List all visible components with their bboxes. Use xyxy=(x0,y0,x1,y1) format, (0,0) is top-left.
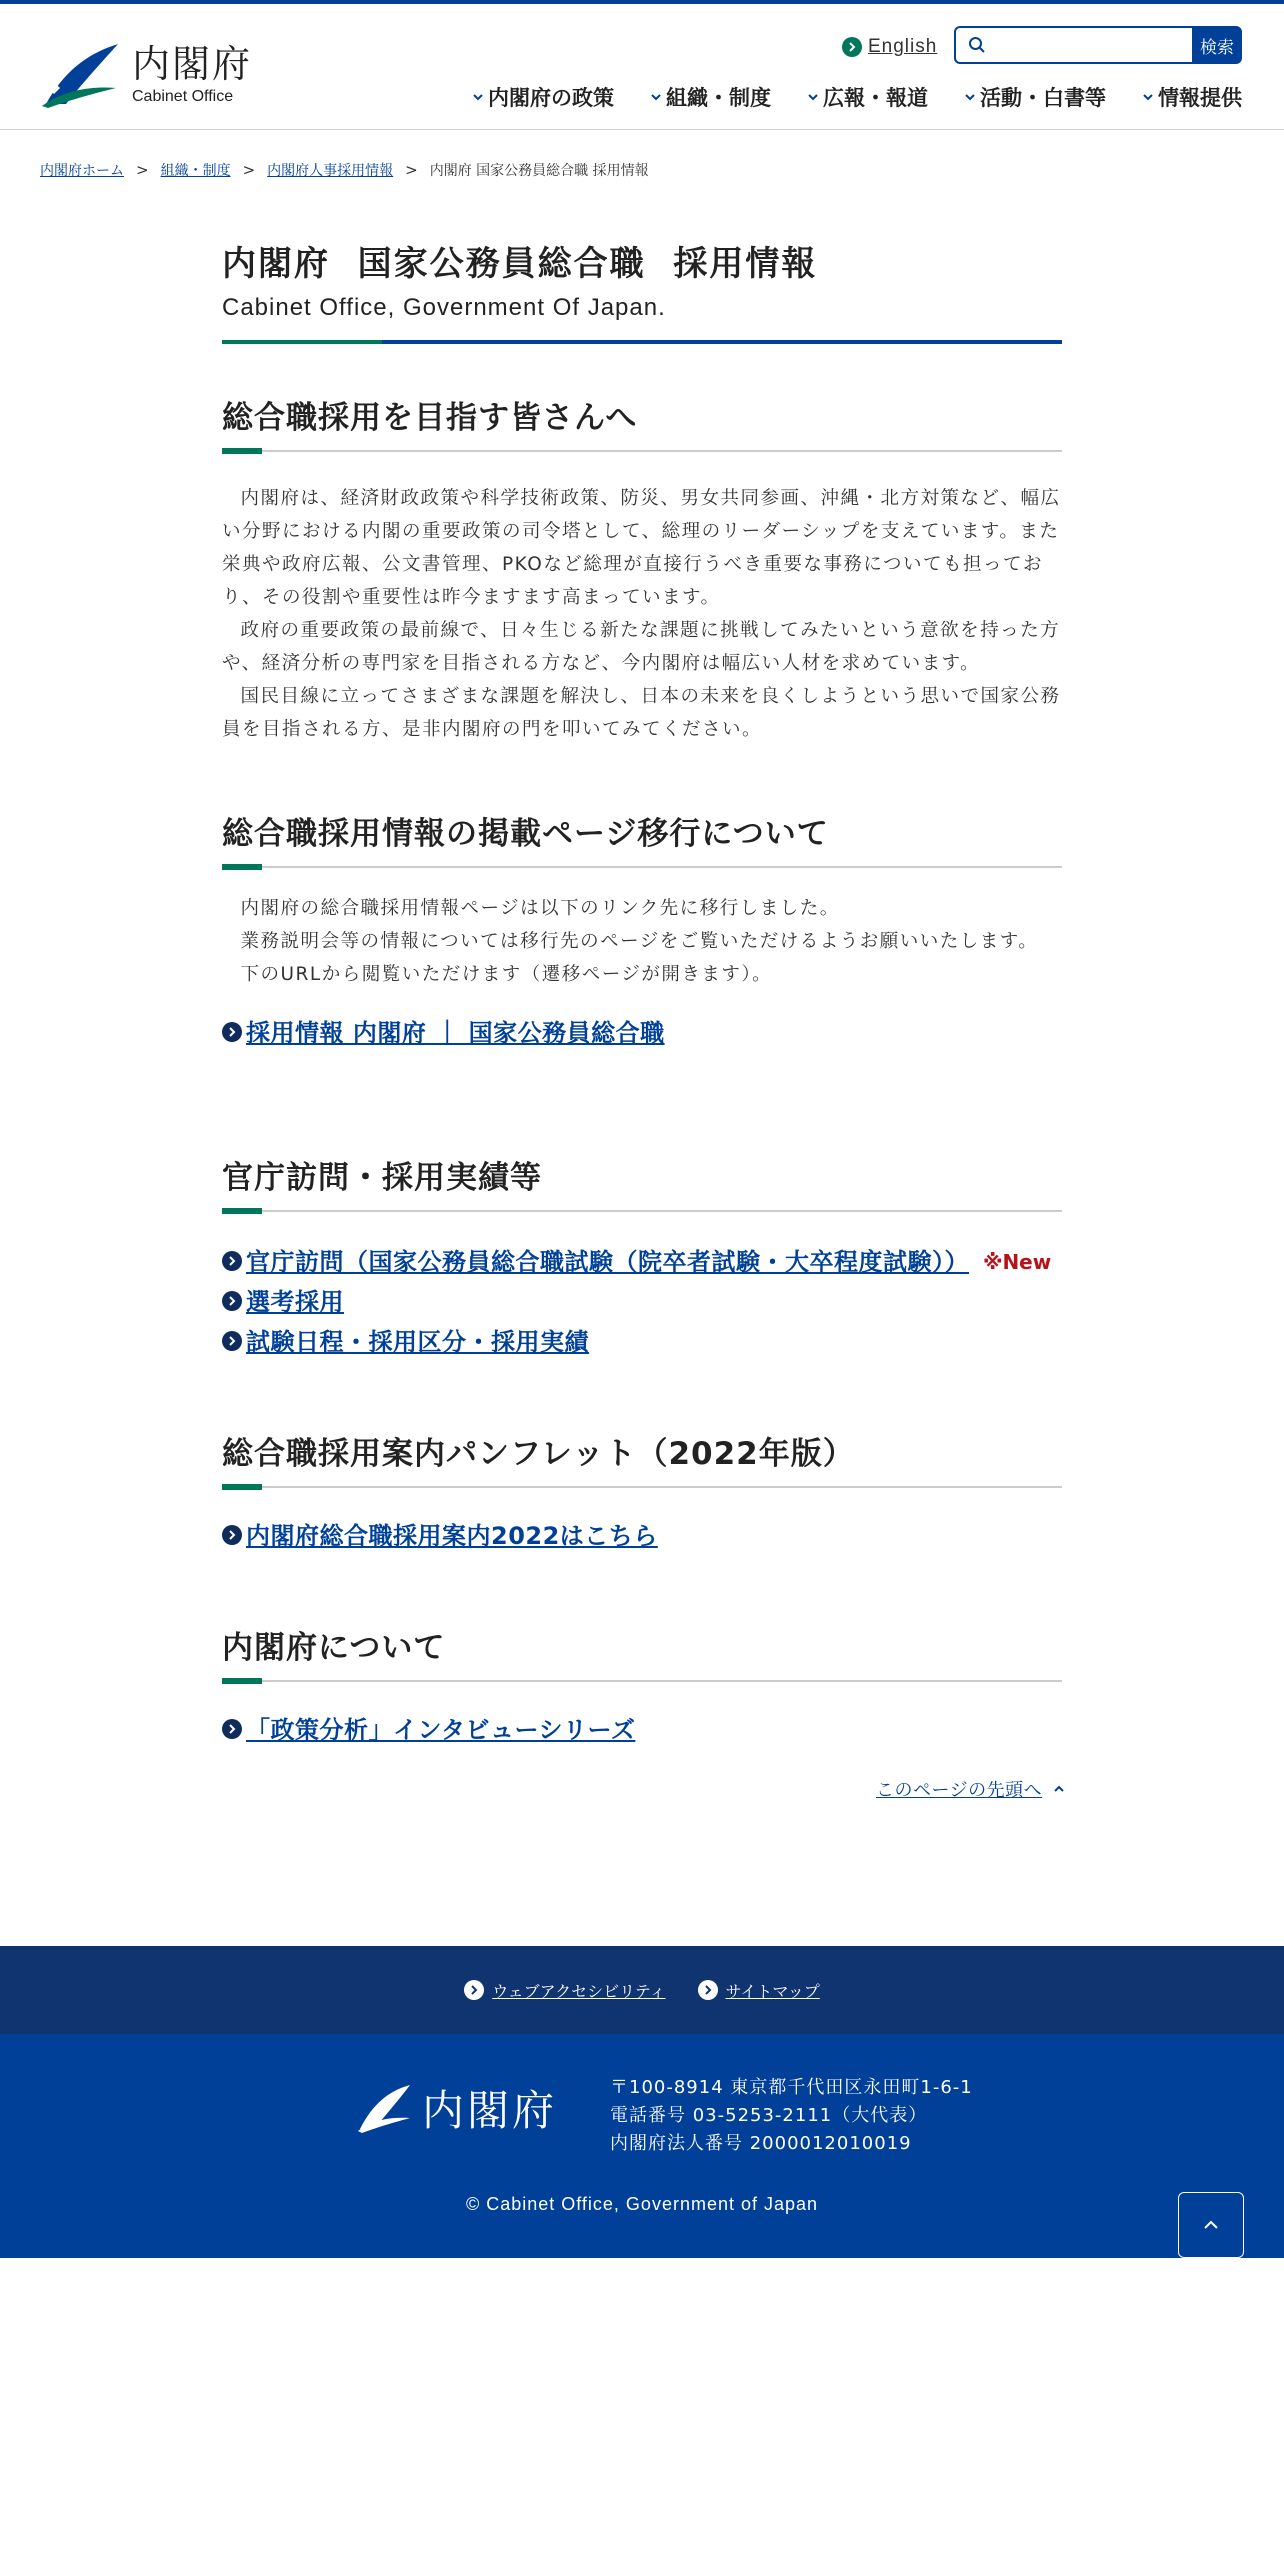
migration-paragraph: 業務説明会等の情報については移行先のページをご覧いただけるようお願いいたします。 xyxy=(240,931,1039,952)
policy-analysis-interview-link[interactable]: 「政策分析」インタビューシリーズ xyxy=(246,1716,636,1744)
breadcrumb-separator: > xyxy=(136,161,149,179)
breadcrumb-link-organization[interactable]: 組織・制度 xyxy=(160,163,231,179)
phone-line: 電話番号 03-5253-2111（大代表） xyxy=(610,2105,928,2126)
list-item xyxy=(222,1322,1062,1362)
chevron-down-icon xyxy=(1142,91,1154,103)
search-button[interactable]: 検索 xyxy=(1192,26,1242,64)
breadcrumb-link-home[interactable]: 内閣府ホーム xyxy=(40,163,124,179)
site-footer xyxy=(0,2034,1284,2258)
chevron-right-icon xyxy=(222,1022,242,1042)
chevron-right-icon xyxy=(222,1291,242,1311)
search-box xyxy=(954,26,1192,64)
chevron-right-icon xyxy=(842,37,862,57)
nav-item-activities[interactable] xyxy=(964,82,1106,112)
list-item xyxy=(222,1710,1062,1750)
list-item xyxy=(222,1013,1062,1053)
section-heading: 内閣府について xyxy=(222,1630,446,1666)
section-visits xyxy=(222,1156,1062,1362)
visits-link-list xyxy=(222,1242,1062,1362)
pamphlet-link[interactable]: 内閣府総合職採用案内2022はこちら xyxy=(246,1522,658,1550)
migration-paragraph: 内閣府の総合職採用情報ページは以下のリンク先に移行しました。 xyxy=(240,898,840,919)
section-intro xyxy=(222,396,1062,746)
page-top-label: このページの先頭へ xyxy=(876,1780,1043,1801)
chevron-down-icon xyxy=(964,91,976,103)
heading-divider xyxy=(222,450,1062,452)
english-link-label: English xyxy=(868,36,938,57)
title-divider xyxy=(222,340,1062,344)
english-link[interactable] xyxy=(842,34,937,60)
section-about xyxy=(222,1626,1062,1750)
list-item xyxy=(222,1242,1062,1282)
footer-link-sitemap[interactable] xyxy=(698,1979,820,2002)
cabinet-office-emblem-icon xyxy=(356,2083,412,2133)
heading-divider xyxy=(222,866,1062,868)
chevron-up-icon xyxy=(1202,2219,1220,2231)
nav-item-label: 組織・制度 xyxy=(666,86,771,110)
breadcrumb xyxy=(40,160,649,180)
intro-paragraph: 政府の重要政策の最前線で、日々生じる新たな課題に挑戦してみたいという意欲を持った方や、経済分析の専門家を目指される方など、今内閣府は幅広い人材を求めています。 xyxy=(222,620,1061,674)
breadcrumb-current: 内閣府 国家公務員総合職 採用情報 xyxy=(429,163,649,179)
logo-english-text: Cabinet Office xyxy=(132,88,234,105)
cabinet-office-emblem-icon xyxy=(40,42,120,108)
site-logo[interactable] xyxy=(40,40,260,110)
nav-item-press[interactable] xyxy=(807,82,928,112)
recruitment-info-link[interactable]: 採用情報 内閣府 ｜ 国家公務員総合職 xyxy=(246,1019,665,1047)
breadcrumb-link-recruitment[interactable]: 内閣府人事採用情報 xyxy=(267,163,394,179)
nav-item-information[interactable] xyxy=(1142,82,1242,112)
search-input[interactable] xyxy=(994,30,1174,60)
footer-logo-text: 内閣府 xyxy=(422,2086,558,2135)
chevron-right-icon xyxy=(464,1980,484,2000)
exam-schedule-link[interactable]: 試験日程・採用区分・採用実績 xyxy=(246,1328,589,1356)
footer-address xyxy=(610,2074,973,2158)
selection-recruitment-link[interactable]: 選考採用 xyxy=(246,1288,344,1316)
section-pamphlet xyxy=(222,1432,1062,1556)
global-nav xyxy=(472,82,1242,112)
page-title: 内閣府 国家公務員総合職 採用情報 xyxy=(222,244,818,284)
list-item xyxy=(222,1516,1062,1556)
chevron-right-icon xyxy=(698,1980,718,2000)
nav-item-label: 活動・白書等 xyxy=(980,86,1106,110)
about-link-list xyxy=(222,1710,1062,1750)
footer-link-label: ウェブアクセシビリティ xyxy=(492,1981,666,2001)
chevron-right-icon xyxy=(222,1719,242,1739)
ministry-visit-link[interactable]: 官庁訪問（国家公務員総合職試験（院卒者試験・大卒程度試験）） xyxy=(246,1248,969,1276)
search-icon xyxy=(968,36,986,54)
section-heading: 官庁訪問・採用実績等 xyxy=(222,1160,542,1196)
nav-item-organization[interactable] xyxy=(650,82,771,112)
nav-item-label: 内閣府の政策 xyxy=(488,86,614,110)
chevron-right-icon xyxy=(222,1251,242,1271)
section-migration xyxy=(222,812,1062,1053)
chevron-down-icon xyxy=(472,91,484,103)
list-item xyxy=(222,1282,1062,1322)
chevron-right-icon xyxy=(222,1331,242,1351)
heading-divider xyxy=(222,1210,1062,1212)
back-to-top-button[interactable] xyxy=(1178,2192,1244,2258)
breadcrumb-separator: > xyxy=(405,161,418,179)
nav-item-label: 情報提供 xyxy=(1158,86,1242,110)
migration-paragraph: 下のURLから閲覧いただけます（遷移ページが開きます）。 xyxy=(240,964,773,985)
chevron-up-icon xyxy=(1052,1784,1066,1794)
page-header xyxy=(222,240,1062,344)
chevron-down-icon xyxy=(650,91,662,103)
corporate-number-line: 内閣府法人番号 2000012010019 xyxy=(610,2133,912,2154)
chevron-right-icon xyxy=(222,1525,242,1545)
heading-divider xyxy=(222,1486,1062,1488)
page-top-link[interactable] xyxy=(876,1776,1066,1802)
new-badge: ※New xyxy=(983,1250,1052,1274)
migration-link-list xyxy=(222,1013,1062,1053)
page-subtitle: Cabinet Office, Government Of Japan. xyxy=(222,294,666,321)
footer-link-label: サイトマップ xyxy=(725,1981,820,2001)
copyright: © Cabinet Office, Government of Japan xyxy=(465,2194,819,2214)
intro-paragraph: 内閣府は、経済財政政策や科学技術政策、防災、男女共同参画、沖縄・北方対策など、幅広い分野における内閣の重要政策の司令塔として、総理のリーダーシップを支えています。また栄典や政府広報、公文書管理、PKOなど総理が直接行うべき重要な事務についても担っており、その役割や重要性は昨今ますます高まっています。 xyxy=(222,488,1061,608)
intro-paragraph: 国民目線に立ってさまざまな課題を解決し、日本の未来を良くしようという思いで国家公務員を目指される方、是非内閣府の門を叩いてみてください。 xyxy=(222,686,1061,740)
breadcrumb-separator: > xyxy=(242,161,256,179)
address-line: 〒100-8914 東京都千代田区永田町1-6-1 xyxy=(610,2077,973,2098)
pamphlet-link-list xyxy=(222,1516,1062,1556)
site-header xyxy=(0,4,1284,130)
footer-link-accessibility[interactable] xyxy=(464,1979,665,2002)
footer-logo[interactable] xyxy=(356,2078,557,2138)
nav-item-label: 広報・報道 xyxy=(823,86,928,110)
chevron-down-icon xyxy=(807,91,819,103)
heading-divider xyxy=(222,1680,1062,1682)
section-heading: 総合職採用案内パンフレット（2022年版） xyxy=(222,1436,855,1472)
logo-japanese-text: 内閣府 xyxy=(132,42,253,86)
footer-links-bar xyxy=(0,1946,1284,2034)
nav-item-policies[interactable] xyxy=(472,82,614,112)
section-heading: 総合職採用情報の掲載ページ移行について xyxy=(222,816,829,852)
section-heading: 総合職採用を目指す皆さんへ xyxy=(222,400,638,436)
